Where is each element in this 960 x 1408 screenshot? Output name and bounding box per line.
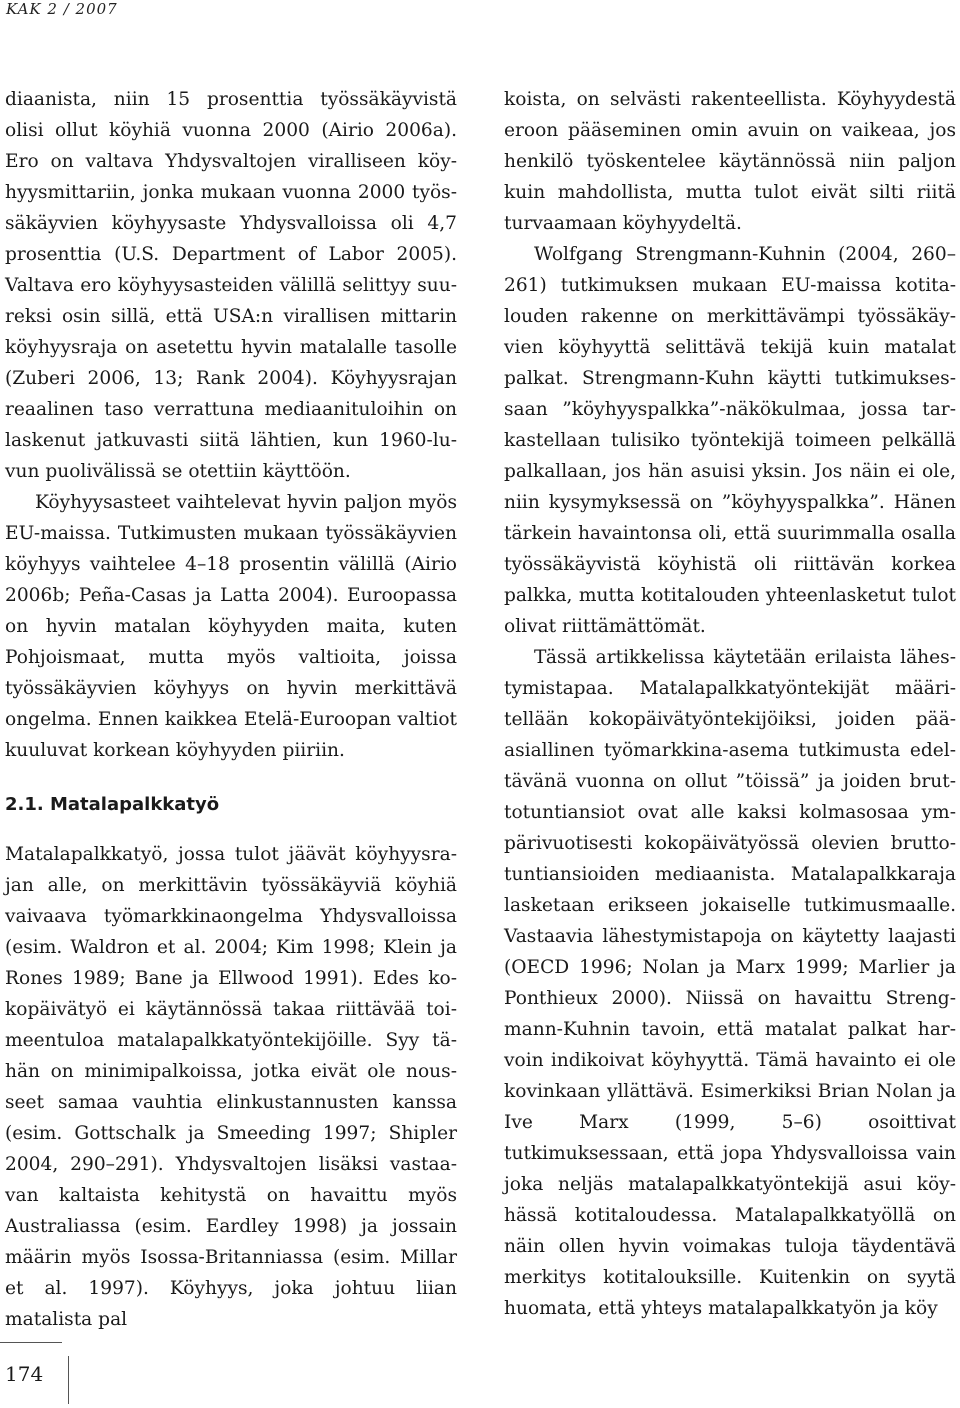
footer-divider bbox=[68, 1356, 69, 1404]
left-column bbox=[5, 84, 457, 1335]
left-paragraph-3: Matalapalkkatyö, jossa tulot jäävät köyhyysrajan alle, on merkittävin työssäkäyviä köyhiä vaivaava työmarkkinaongelma Yhdysvalloissa (esim. Waldron et al. 2004; Kim 1998; Klein ja Rones 1989; Bane ja Ellwood 1991). Edes kokopäivätyö ei käytännössä takaa riittävää toimeentuloa matalapalkkatyöntekijöille. Syy tähän on minimipalkoissa, jotka eivät ole nousseet samaa vauhtia elinkustannusten kanssa (esim. Gottschalk ja Smeeding 1997; Shipler 2004, 290–291). Yhdysvaltojen lisäksi vastaavan kaltaista kehitystä on havaittu myös Australiassa (esim. Eardley 1998) ja jossain määrin myös Isossa-Britanniassa (esim. Millar et al. 1997). Köyhyys, joka johtuu liian matalista pal bbox=[5, 844, 457, 1330]
left-paragraph-1: diaanista, niin 15 prosenttia työssäkäyvistä olisi ollut köyhiä vuonna 2000 (Airio 2006a). Ero on valtava Yhdysvaltojen viralliseen köyhyysmittariin, jonka mukaan vuonna 2000 työssäkäyvien köyhyysaste Yhdysvalloissa oli 4,7 prosenttia (U.S. Department of Labor 2005). Valtava ero köyhyysasteiden välillä selittyy suureksi osin sillä, että USA:n virallisen mittarin köyhyysraja on asetettu hyvin matalalle tasolle (Zuberi 2006, 13; Rank 2004). Köyhyysrajan reaalinen taso verrattuna mediaanituloihin on laskenut jatkuvasti siitä lähtien, kun 1960-luvun puolivälissä se otettiin käyttöön. bbox=[5, 89, 457, 482]
right-column bbox=[504, 84, 956, 1324]
right-paragraph-2: Wolfgang Strengmann-Kuhnin (2004, 260–261) tutkimuksen mukaan EU-maissa kotitalouden rakenne on merkittävämpi työssäkäyvien köyhyyttä selittävä tekijä kuin matalat palkat. Strengmann-Kuhn käytti tutkimuksessaan ”köyhyyspalkka”-näkökulmaa, jossa tarkastellaan tulisiko työntekijä toimeen pelkällä palkallaan, jos hän asuisi yksin. Jos näin ei ole, niin kysymyksessä on ”köyhyyspalkka”. Hänen tärkein havaintonsa oli, että suurimmalla osalla työssäkäyvistä köyhistä oli riittävän korkea palkka, mutta kotitalouden yhteenlasketut tulot olivat riittämättömät. bbox=[504, 244, 956, 637]
left-paragraph-2: Köyhyysasteet vaihtelevat hyvin paljon myös EU-maissa. Tutkimusten mukaan työssäkäyvien köyhyys vaihtelee 4–18 prosentin välillä (Airio 2006b; Peña-Casas ja Latta 2004). Euroopassa on hyvin matalan köyhyyden maita, kuten Pohjoismaat, mutta myös valtioita, joissa työssäkäyvien köyhyys on hyvin merkittävä ongelma. Ennen kaikkea Etelä-Euroopan valtiot kuuluvat korkean köyhyyden piiriin. bbox=[5, 492, 457, 761]
footer-rule bbox=[0, 1342, 62, 1343]
right-paragraph-1: koista, on selvästi rakenteellista. Köyhyydestä eroon pääseminen omin avuin on vaikeaa, jos henkilö työskentelee käytännössä niin paljon kuin mahdollista, mutta tulot eivät silti riitä turvaamaan köyhyydeltä. bbox=[504, 89, 956, 234]
running-head: KAK 2 / 2007 bbox=[6, 0, 118, 18]
section-heading: 2.1. Matalapalkkatyö bbox=[5, 794, 220, 815]
page-number: 174 bbox=[5, 1362, 44, 1386]
right-paragraph-3: Tässä artikkelissa käytetään erilaista lähestymistapaa. Matalapalkkatyöntekijät määritellään kokopäivätyöntekijöiksi, joiden pääasiallinen työmarkkina-asema tutkimusta edeltävänä vuonna on ollut ”töissä” ja joiden bruttotuntiansiot ovat alle kaksi kolmasosaa ympärivuotisesti kokopäivätyössä olevien bruttotuntiansioiden mediaanista. Matalapalkkaraja lasketaan erikseen jokaiselle tutkimusmaalle. Vastaavia lähestymistapoja on käytetty laajasti (OECD 1996; Nolan ja Marx 1999; Marlier ja Ponthieux 2000). Niissä on havaittu Strengmann-Kuhnin tavoin, että matalat palkat harvoin indikoivat köyhyyttä. Tämä havainto ei ole kovinkaan yllättävä. Esimerkiksi Brian Nolan ja Ive Marx (1999, 5–6) osoittivat tutkimuksessaan, että jopa Yhdysvalloissa vain joka neljäs matalapalkkatyöntekijä asui köyhässä kotitaloudessa. Matalapalkkatyöllä on näin ollen hyvin voimakas tuloja täydentävä merkitys kotitalouksille. Kuitenkin on syytä huomata, että yhteys matalapalkkatyön ja köy bbox=[504, 647, 956, 1319]
